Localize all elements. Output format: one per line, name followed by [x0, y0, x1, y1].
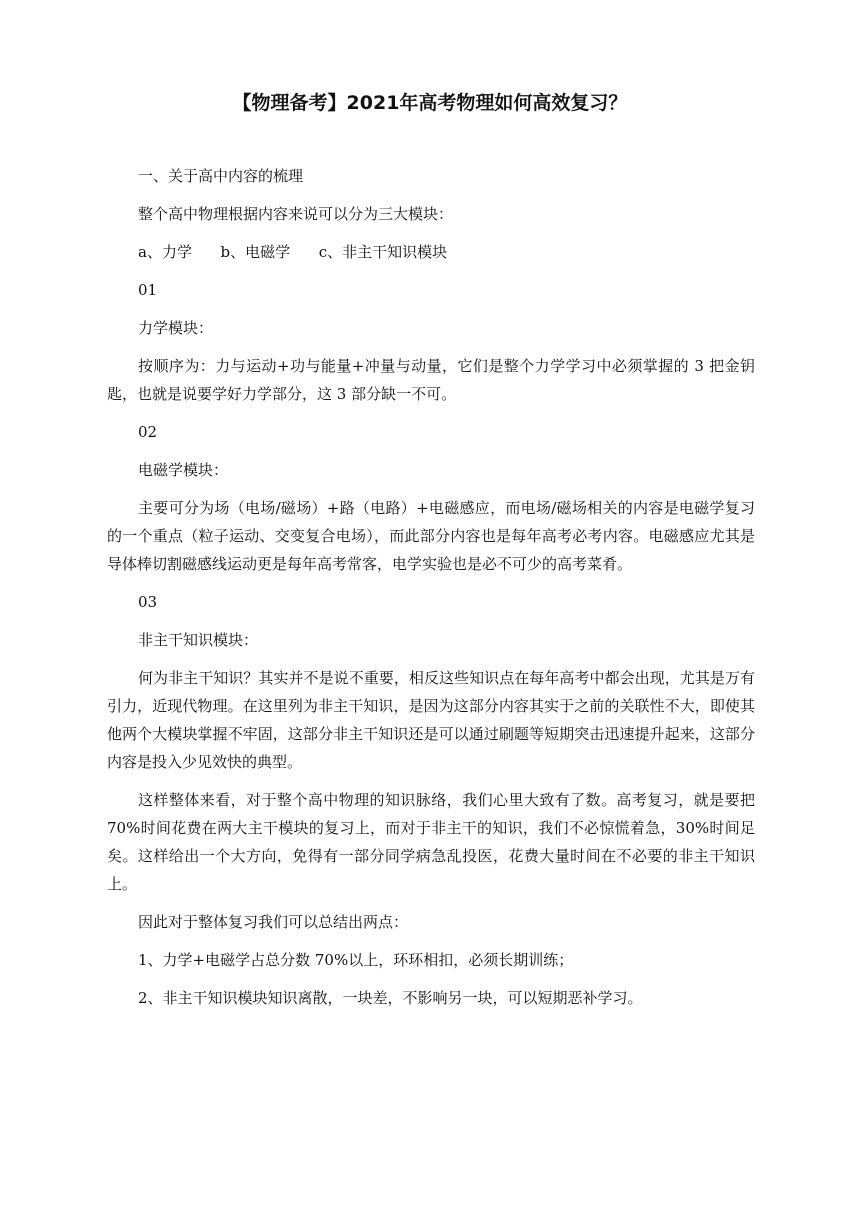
- non-core-heading: 非主干知识模块：: [138, 631, 259, 649]
- module-list: a、力学 b、电磁学 c、非主干知识模块: [138, 243, 448, 261]
- mechanics-heading: 力学模块：: [138, 319, 214, 337]
- non-core-paragraph: 何为非主干知识？其实并不是说不重要，相反这些知识点在每年高考中都会出现，尤其是万有引力，近现代物理。在这里列为非主干知识，是因为这部分内容其实于之前的关联性不大，即使其他两个大模块掌握不牢固，这部分非主干知识还是可以通过刷题等短期突击迅速提升起来，这部分内容是投入少见效快的典型。: [107, 669, 755, 771]
- section-heading: 一、关于高中内容的梳理: [138, 167, 304, 185]
- electromagnetism-heading: 电磁学模块：: [138, 461, 229, 479]
- section-number-02: 02: [138, 423, 158, 441]
- summary-paragraph: 这样整体来看，对于整个高中物理的知识脉络，我们心里大致有了数。高考复习，就是要把 70%时间花费在两大主干模块的复习上，而对于非主干的知识，我们不必惊慌着急，30%时间足矣。这样给出一个大方向，免得有一部分同学病急乱投医，花费大量时间在不必要的非主干知识上。: [107, 791, 755, 893]
- conclusion-point-1: 1、力学+电磁学占总分数 70%以上，环环相扣，必须长期训练；: [138, 951, 574, 969]
- electromagnetism-paragraph: 主要可分为场（电场/磁场）+路（电路）+电磁感应，而电场/磁场相关的内容是电磁学复习的一个重点（粒子运动、交变复合电场），而此部分内容也是每年高考必考内容。电磁感应尤其是导体棒切割磁感线运动更是每年高考常客，电学实验也是必不可少的高考菜肴。: [107, 499, 755, 573]
- section-number-03: 03: [138, 593, 158, 611]
- section-number-01: 01: [138, 281, 158, 299]
- intro-paragraph: 整个高中物理根据内容来说可以分为三大模块：: [138, 205, 454, 223]
- document-body: [107, 162, 755, 1022]
- mechanics-paragraph: 按顺序为：力与运动+功与能量+冲量与动量，它们是整个力学学习中必须掌握的 3 把金钥匙，也就是说要学好力学部分，这 3 部分缺一不可。: [107, 357, 755, 403]
- document-title: 【物理备考】2021年高考物理如何高效复习？: [232, 92, 628, 114]
- conclusion-point-2: 2、非主干知识模块知识离散，一块差，不影响另一块，可以短期恶补学习。: [138, 989, 643, 1007]
- conclusion-intro: 因此对于整体复习我们可以总结出两点：: [138, 913, 409, 931]
